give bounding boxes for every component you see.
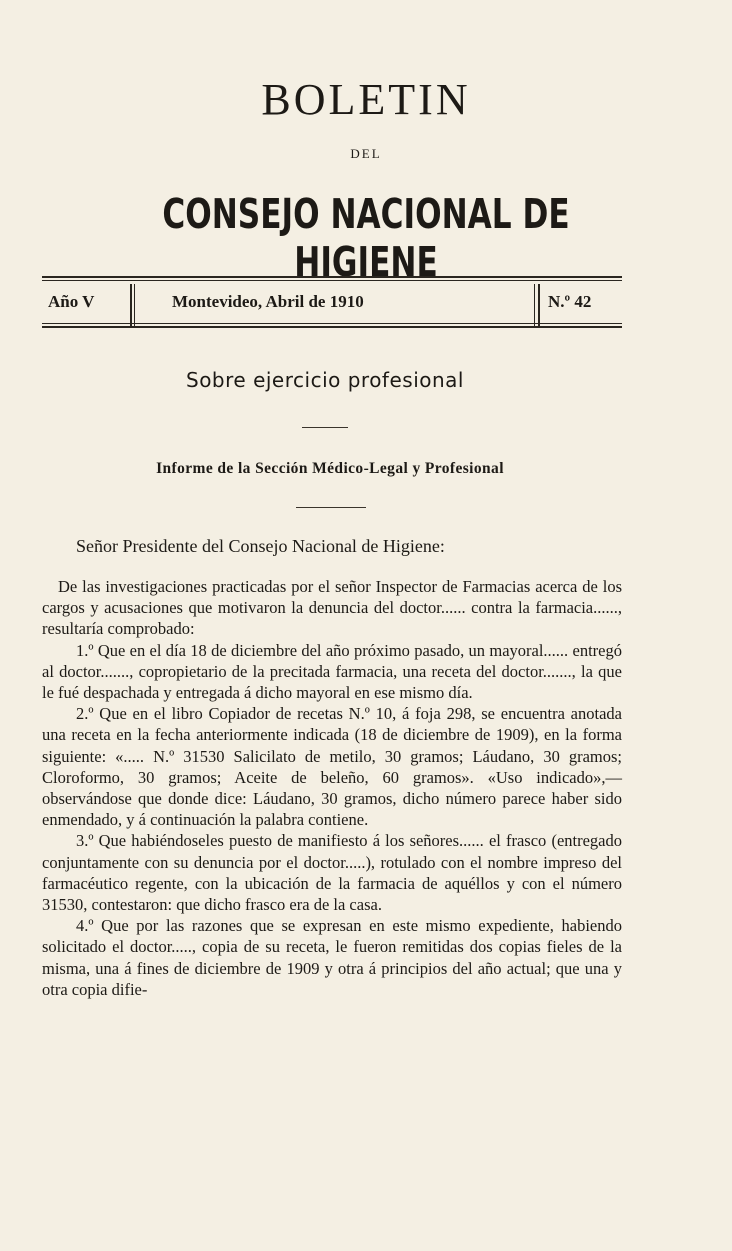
paragraph-intro: De las investigaciones practicadas por el señor Inspector de Farmacias acerca de los cargos y acusaciones que motivaron la denuncia del doctor...... contra la farmacia......, resultaría comprobado: bbox=[42, 577, 622, 639]
section-separator bbox=[296, 507, 366, 508]
issue-number: N.º 42 bbox=[548, 292, 592, 311]
bulletin-title: BOLETIN bbox=[261, 75, 471, 124]
issue-place-date: Montevideo, Abril de 1910 bbox=[172, 292, 364, 311]
issue-divider-left bbox=[130, 284, 132, 326]
issue-divider-left-thin bbox=[134, 284, 135, 326]
publisher-name: CONSEJO NACIONAL DE HIGIENE bbox=[162, 190, 570, 286]
header-rule-bottom bbox=[42, 326, 622, 328]
issue-bar bbox=[42, 284, 622, 326]
issue-divider-right bbox=[538, 284, 540, 326]
paragraph-item-4: 4.º Que por las razones que se expresan en este mismo expediente, habiendo solicitado el doctor....., copia de su receta, le fueron remitidas dos copias fieles de la misma, una á fines de diciembre de 1909 y otra á principios del año actual; que una y otra copia difie- bbox=[42, 916, 622, 999]
header-rule-top bbox=[42, 276, 622, 278]
article-title: Sobre ejercicio profesional bbox=[186, 368, 464, 392]
article-body bbox=[42, 576, 622, 1000]
title-separator bbox=[302, 427, 348, 428]
paragraph-item-2: 2.º Que en el libro Copiador de recetas N.º 10, á foja 298, se encuentra anotada una receta en la fecha anteriormente indicada (18 de diciembre de 1909), en la forma siguiente: «..... N.º 31530 Salicilato de metilo, 30 gramos; Láudano, 30 gramos; Cloroformo, 30 gramos; Aceite de beleño, 60 gramos». «Uso indicado»,—observándose que donde dice: Láudano, 30 gramos, dicho número parece haber sido enmendado, y á continuación la palabra contiene. bbox=[42, 704, 622, 830]
issue-year: Año V bbox=[48, 292, 95, 311]
paragraph-item-1: 1.º Que en el día 18 de diciembre del año próximo pasado, un mayoral...... entregó al doctor......., copropietario de la precitada farmacia, una receta del doctor......., la que le fué despachada y entregada á dicho mayoral en ese mismo día. bbox=[42, 640, 622, 703]
header-rule-bottom-thin bbox=[42, 323, 622, 324]
paragraph-item-3: 3.º Que habiéndoseles puesto de manifiesto á los señores...... el frasco (entregado conjuntamente con su denuncia por el doctor.....), rotulado con el nombre impreso del farmacéutico regente, con la ubicación de la farmacia de aquéllos y con el número 31530, contestaron: que dicho frasco era de la casa. bbox=[42, 831, 622, 915]
header-rule-top-thin bbox=[42, 280, 622, 281]
section-heading: Informe de la Sección Médico-Legal y Profesional bbox=[156, 460, 504, 477]
issue-divider-right-thin bbox=[534, 284, 535, 326]
salutation: Señor Presidente del Consejo Nacional de Higiene: bbox=[76, 536, 445, 556]
bulletin-connector: DEL bbox=[350, 146, 382, 161]
